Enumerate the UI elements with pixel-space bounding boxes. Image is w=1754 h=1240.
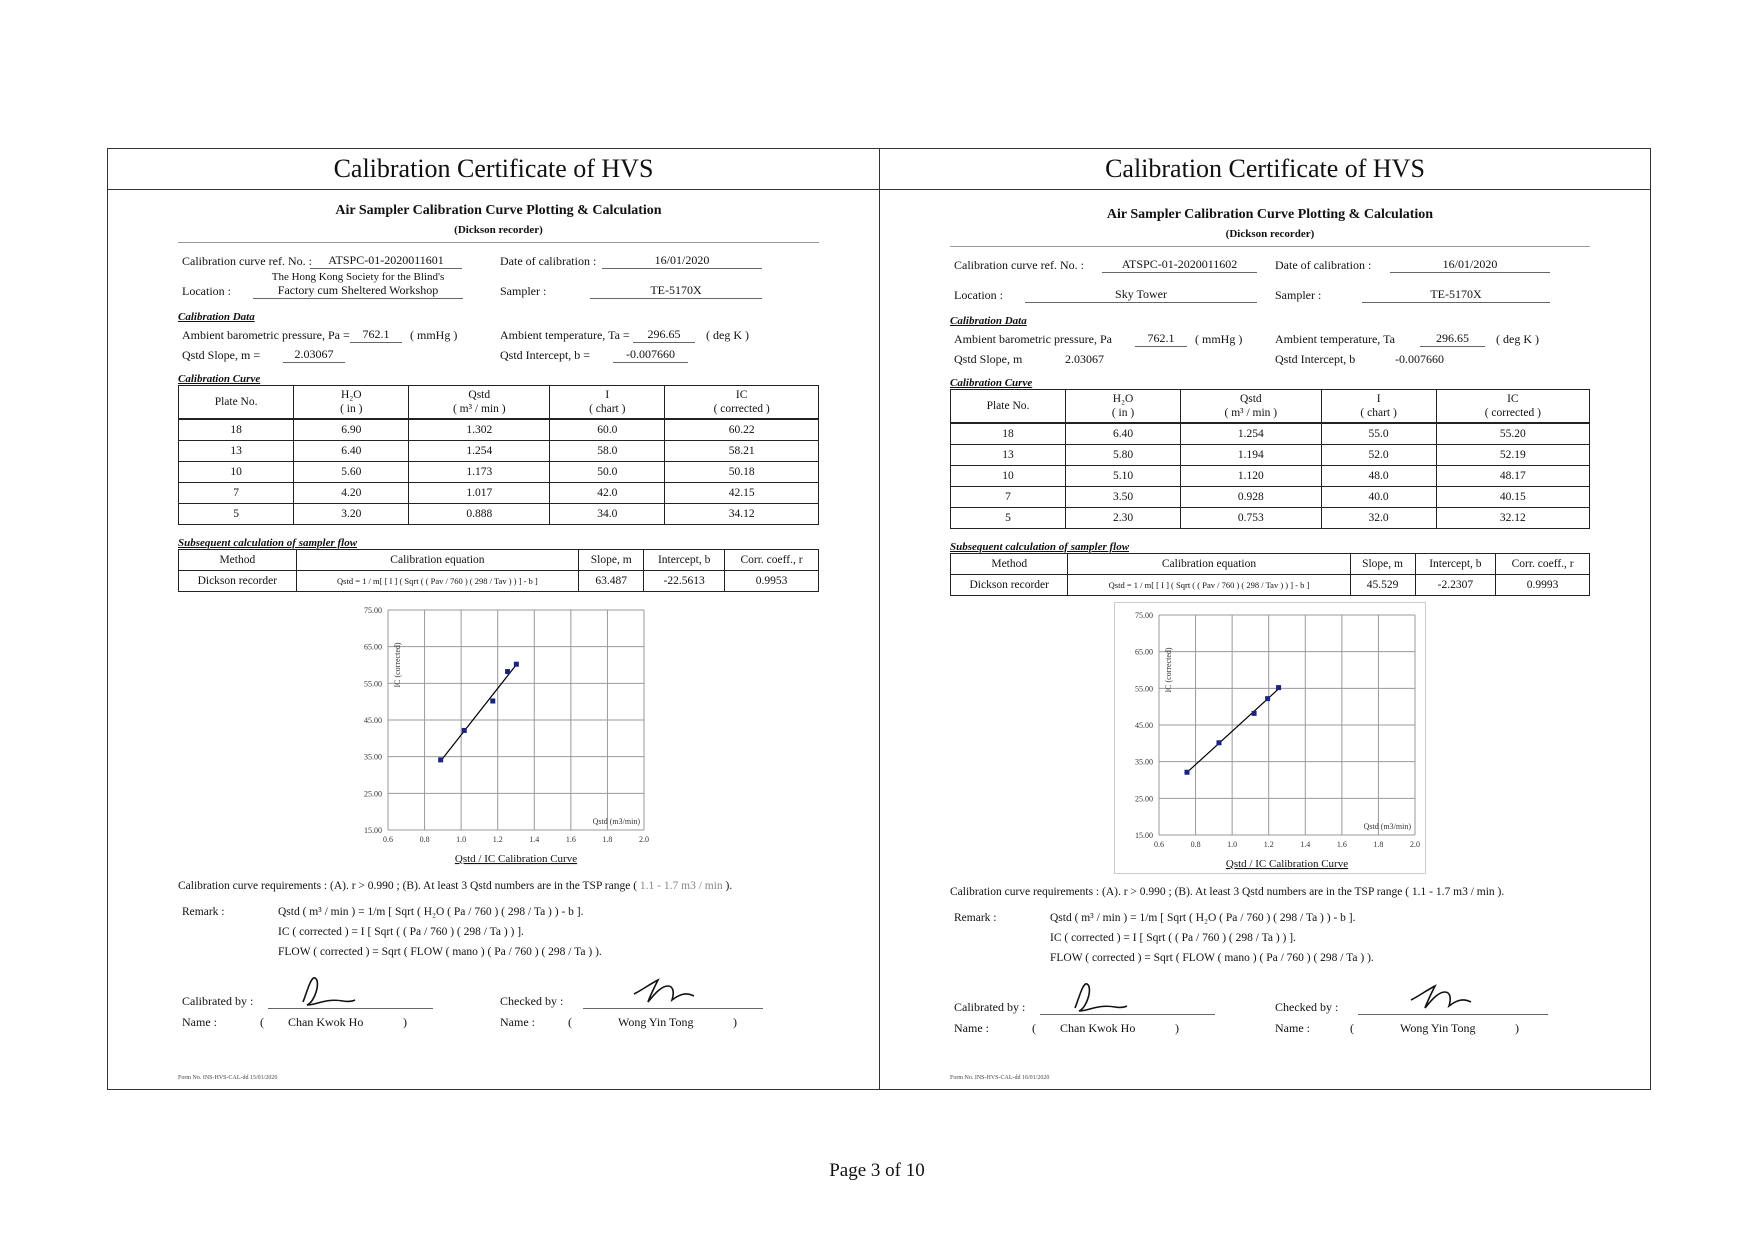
temperature-unit: ( deg K ) (1496, 332, 1539, 346)
ref-label: Calibration curve ref. No. : (954, 258, 1084, 272)
paren-open: ( (568, 1015, 572, 1029)
equation-value: Qstd = 1 / m[ [ I ] ( Sqrt ( ( Pav / 760 ) ( 298 / Tav ) ) ] - b ] (1068, 575, 1350, 596)
ic-value: 48.17 (1436, 466, 1589, 487)
h2o-value: 5.60 (294, 462, 409, 483)
remark-label: Remark : (954, 912, 997, 924)
table-row (951, 487, 1590, 508)
plate-no: 13 (179, 441, 294, 462)
data-point (461, 728, 466, 733)
ic-value: 32.12 (1436, 508, 1589, 529)
fit-line (1187, 689, 1279, 773)
corr-result: 0.9993 (1496, 575, 1590, 596)
y-tick-label: 45.00 (1135, 721, 1153, 730)
location-row (178, 271, 819, 301)
table-row (179, 419, 819, 441)
intercept-label: Qstd Intercept, b = (500, 348, 591, 362)
paren-close: ) (403, 1015, 407, 1029)
i-value: 60.0 (550, 419, 665, 441)
y-axis-label: IC (corrected) (392, 642, 402, 688)
x-tick-label: 1.2 (492, 835, 503, 844)
i-value: 58.0 (550, 441, 665, 462)
remark-line-1: Qstd ( m³ / min ) = 1/m [ Sqrt ( H₂O ( Pa / 760 ) ( 298 / Ta ) ) - b ]. (1050, 912, 1356, 924)
flow-table (950, 553, 1590, 596)
location-value: Sky Tower (1025, 287, 1257, 303)
subheading: (Dickson recorder) (1225, 228, 1315, 240)
tsp-range: 1.1 - 1.7 m3 / min (639, 880, 723, 892)
h2o-value: 6.40 (1066, 423, 1181, 445)
heading: Air Sampler Calibration Curve Plotting & Calculation (1106, 207, 1434, 222)
temperature-label: Ambient temperature, Ta (1275, 332, 1395, 346)
pressure-label: Ambient barometric pressure, Pa (954, 332, 1112, 346)
x-tick-label: 0.6 (382, 835, 393, 844)
location-label: Location : (954, 288, 1003, 302)
pressure-row (178, 325, 819, 345)
data-point (1216, 740, 1221, 745)
subsequent-calc-title: Subsequent calculation of sampler flow (178, 537, 358, 549)
table-body (179, 419, 819, 525)
plate-no: 5 (951, 508, 1066, 529)
signature-block (178, 990, 819, 1034)
name-label: Name : (500, 1015, 535, 1029)
calibrated-name: Chan Kwok Ho (1060, 1021, 1136, 1035)
plate-no: 7 (179, 483, 294, 504)
y-tick-label: 15.00 (1135, 831, 1153, 840)
intercept-value: -0.007660 (613, 347, 688, 363)
col-equation: Calibration equation (1068, 554, 1350, 575)
plate-no: 7 (951, 487, 1066, 508)
checked-by-label: Checked by : (1275, 1000, 1339, 1014)
col-i: I ( chart ) (1321, 390, 1436, 424)
col-equation: Calibration equation (296, 550, 579, 571)
pressure-row (950, 329, 1590, 349)
certificate-body (178, 203, 819, 1034)
plate-no: 18 (951, 423, 1066, 445)
x-tick-label: 1.0 (1227, 840, 1238, 849)
qstd-value: 1.254 (409, 441, 550, 462)
i-value: 34.0 (550, 504, 665, 525)
ic-value: 50.18 (665, 462, 819, 483)
ref-label: Calibration curve ref. No. : (182, 254, 312, 268)
pressure-value: 762.1 (1135, 331, 1187, 347)
checked-signature (1405, 982, 1485, 1016)
chart-svg (344, 598, 654, 868)
page-label: Page (829, 1160, 867, 1181)
paren-open: ( (1350, 1021, 1354, 1035)
i-value: 55.0 (1321, 423, 1436, 445)
sampler-value: TE-5170X (1362, 287, 1550, 303)
y-tick-label: 15.00 (363, 826, 382, 835)
chart-title: Qstd / IC Calibration Curve (454, 853, 577, 865)
x-tick-label: 1.8 (601, 835, 612, 844)
remark-line-3: FLOW ( corrected ) = Sqrt ( FLOW ( mano ) ( Pa / 760 ) ( 298 / Ta ) ). (278, 946, 602, 958)
y-tick-label: 75.00 (363, 606, 382, 615)
qstd-value: 1.017 (409, 483, 550, 504)
form-number: Form No. INS-HVS-CAL-dd 16/01/2020 (950, 1075, 1050, 1081)
location-line-1: The Hong Kong Society for the Blind's (271, 271, 445, 283)
calibrated-by-label: Calibrated by : (954, 1000, 1026, 1014)
calibrated-by-label: Calibrated by : (182, 994, 254, 1008)
col-intercept: Intercept, b (644, 550, 725, 571)
intercept-value: -0.007660 (1395, 352, 1444, 366)
remark-line-2: IC ( corrected ) = I [ Sqrt ( ( Pa / 760 ) ( 298 / Ta ) ) ]. (1050, 932, 1296, 944)
table-header-row (951, 554, 1590, 575)
remark-label: Remark : (182, 906, 225, 918)
col-method: Method (179, 550, 297, 571)
x-axis-label: Qstd (m3/min) (1363, 822, 1411, 831)
equation-value: Qstd = 1 / m[ [ I ] ( Sqrt ( ( Pav / 760 ) ( 298 / Tav ) ) ] - b ] (296, 571, 579, 592)
table-row (951, 423, 1590, 445)
calibration-chart (344, 598, 654, 868)
y-tick-label: 65.00 (1135, 647, 1153, 657)
certificate-left (108, 149, 879, 1089)
calibration-chart (1114, 602, 1426, 874)
y-tick-label: 55.00 (1135, 684, 1153, 694)
plate-no: 5 (179, 504, 294, 525)
ref-row (950, 255, 1590, 275)
paren-close: ) (1515, 1021, 1519, 1035)
i-value: 40.0 (1321, 487, 1436, 508)
certificate-title: Calibration Certificate of HVS (108, 149, 879, 190)
i-value: 50.0 (550, 462, 665, 483)
ic-value: 52.19 (1436, 445, 1589, 466)
name-label: Name : (1275, 1021, 1310, 1035)
sampler-label: Sampler : (1275, 288, 1322, 302)
ic-value: 42.15 (665, 483, 819, 504)
x-tick-label: 1.8 (1373, 840, 1384, 849)
intercept-label: Qstd Intercept, b (1275, 352, 1356, 366)
ic-value: 34.12 (665, 504, 819, 525)
name-label: Name : (182, 1015, 217, 1029)
y-tick-label: 65.00 (363, 642, 382, 652)
slope-value: 2.03067 (1065, 352, 1104, 366)
qstd-value: 1.194 (1181, 445, 1322, 466)
h2o-value: 6.90 (294, 419, 409, 441)
corr-result: 0.9953 (725, 571, 819, 592)
location-value: Factory cum Sheltered Workshop (253, 283, 463, 299)
date-value: 16/01/2020 (1390, 257, 1550, 273)
ic-value: 60.22 (665, 419, 819, 441)
x-tick-label: 1.6 (1336, 840, 1347, 849)
i-value: 32.0 (1321, 508, 1436, 529)
col-h2o: H₂O ( in ) (1066, 390, 1181, 424)
y-tick-label: 75.00 (1135, 611, 1153, 620)
col-ic: IC ( corrected ) (1436, 390, 1589, 424)
chart-title: Qstd / IC Calibration Curve (1225, 858, 1349, 870)
pressure-label: Ambient barometric pressure, Pa = (182, 328, 350, 342)
data-point (438, 757, 443, 762)
remark-block (950, 912, 1590, 974)
col-slope: Slope, m (1350, 554, 1415, 575)
sampler-value: TE-5170X (590, 283, 762, 299)
calibration-curve-title: Calibration Curve (950, 377, 1033, 389)
col-qstd: Qstd ( m³ / min ) (409, 386, 550, 420)
x-tick-label: 1.4 (528, 835, 539, 844)
ref-value: ATSPC-01-2020011602 (1102, 257, 1257, 273)
x-tick-label: 2.0 (1410, 840, 1420, 849)
col-method: Method (951, 554, 1068, 575)
divider (950, 246, 1590, 247)
qstd-value: 1.254 (1181, 423, 1322, 445)
page-current: 3 (870, 1160, 881, 1181)
col-plate: Plate No. (179, 386, 294, 420)
qstd-value: 1.302 (409, 419, 550, 441)
y-tick-label: 35.00 (363, 752, 382, 762)
table-row (951, 445, 1590, 466)
calibration-data-title: Calibration Data (950, 315, 1027, 327)
table-row (951, 466, 1590, 487)
data-point (1252, 711, 1257, 716)
x-tick-label: 0.6 (1154, 840, 1164, 849)
x-tick-label: 1.0 (455, 835, 466, 844)
qstd-value: 0.928 (1181, 487, 1322, 508)
data-point (1265, 696, 1270, 701)
plate-no: 13 (951, 445, 1066, 466)
temperature-value: 296.65 (1420, 331, 1485, 347)
ic-value: 40.15 (1436, 487, 1589, 508)
i-value: 48.0 (1321, 466, 1436, 487)
slope-result: 45.529 (1350, 575, 1415, 596)
col-i: I ( chart ) (550, 386, 665, 420)
col-corr: Corr. coeff., r (1496, 554, 1590, 575)
h2o-value: 5.80 (1066, 445, 1181, 466)
table-row (179, 504, 819, 525)
form-number: Form No. INS-HVS-CAL-dd 15/01/2020 (178, 1075, 278, 1081)
qstd-value: 0.888 (409, 504, 550, 525)
i-value: 42.0 (550, 483, 665, 504)
table-row (179, 441, 819, 462)
x-tick-label: 0.8 (419, 835, 430, 844)
qstd-value: 0.753 (1181, 508, 1322, 529)
intercept-result: -2.2307 (1415, 575, 1496, 596)
pressure-value: 762.1 (350, 327, 402, 343)
ref-row (178, 251, 819, 271)
subheading: (Dickson recorder) (454, 224, 543, 236)
plate-no: 18 (179, 419, 294, 441)
table-row (179, 462, 819, 483)
table-row (951, 575, 1590, 596)
ref-value: ATSPC-01-2020011601 (310, 253, 462, 269)
date-value: 16/01/2020 (602, 253, 762, 269)
h2o-value: 5.10 (1066, 466, 1181, 487)
method-value: Dickson recorder (179, 571, 297, 592)
col-h2o: H₂O ( in ) (294, 386, 409, 420)
paren-open: ( (260, 1015, 264, 1029)
table-header-row (179, 550, 819, 571)
intercept-result: -22.5613 (644, 571, 725, 592)
heading: Air Sampler Calibration Curve Plotting & Calculation (335, 203, 662, 218)
remark-line-3: FLOW ( corrected ) = Sqrt ( FLOW ( mano ) ( Pa / 760 ) ( 298 / Ta ) ). (1050, 952, 1374, 964)
chart-svg (1115, 603, 1425, 873)
i-value: 52.0 (1321, 445, 1436, 466)
y-tick-label: 35.00 (1135, 757, 1153, 767)
checked-signature (628, 976, 708, 1010)
slope-result: 63.487 (579, 571, 644, 592)
data-point (513, 662, 518, 667)
tsp-range: 1.1 - 1.7 m3 / min (1411, 886, 1495, 898)
col-plate: Plate No. (951, 390, 1066, 424)
remark-line-1: Qstd ( m³ / min ) = 1/m [ Sqrt ( H₂O ( Pa / 760 ) ( 298 / Ta ) ) - b ]. (278, 906, 584, 918)
data-point (505, 669, 510, 674)
subsequent-calc-title: Subsequent calculation of sampler flow (950, 541, 1130, 553)
remark-line-2: IC ( corrected ) = I [ Sqrt ( ( Pa / 760 ) ( 298 / Ta ) ) ]. (278, 926, 524, 938)
col-qstd: Qstd ( m³ / min ) (1181, 390, 1322, 424)
qstd-value: 1.120 (1181, 466, 1322, 487)
data-point (490, 699, 495, 704)
slope-row (178, 345, 819, 365)
col-intercept: Intercept, b (1415, 554, 1496, 575)
temperature-label: Ambient temperature, Ta = (500, 328, 630, 342)
pressure-unit: ( mmHg ) (1195, 332, 1243, 346)
pressure-unit: ( mmHg ) (410, 328, 458, 342)
h2o-value: 4.20 (294, 483, 409, 504)
requirements: Calibration curve requirements : (A). r > 0.990 ; (B). At least 3 Qstd numbers are in the TSP range ( 1.1 - 1.7 m3 / min ). (178, 880, 733, 892)
table-header-row (179, 386, 819, 420)
page-number (0, 1160, 1754, 1182)
remark-block (178, 906, 819, 968)
table-row (179, 483, 819, 504)
y-tick-label: 55.00 (363, 679, 382, 689)
name-label: Name : (954, 1021, 989, 1035)
y-tick-label: 45.00 (363, 716, 382, 725)
flow-table (178, 549, 819, 592)
calibration-curve-title: Calibration Curve (178, 373, 261, 385)
certificate-title: Calibration Certificate of HVS (880, 149, 1650, 190)
x-axis-label: Qstd (m3/min) (592, 817, 640, 826)
col-ic: IC ( corrected ) (665, 386, 819, 420)
table-header-row (951, 390, 1590, 424)
calibrated-name: Chan Kwok Ho (288, 1015, 364, 1029)
col-slope: Slope, m (579, 550, 644, 571)
slope-row (950, 349, 1590, 369)
x-tick-label: 0.8 (1190, 840, 1201, 849)
method-value: Dickson recorder (951, 575, 1068, 596)
date-label: Date of calibration : (1275, 258, 1372, 272)
location-row (950, 281, 1590, 305)
h2o-value: 6.40 (294, 441, 409, 462)
paren-open: ( (1032, 1021, 1036, 1035)
calibration-table (950, 389, 1590, 529)
checked-name: Wong Yin Tong (1400, 1021, 1476, 1035)
fit-line (440, 665, 516, 761)
slope-label: Qstd Slope, m (954, 352, 1023, 366)
checked-by-label: Checked by : (500, 994, 564, 1008)
calibration-data-title: Calibration Data (178, 311, 255, 323)
certificate-frame (107, 148, 1651, 1090)
x-tick-label: 2.0 (638, 835, 649, 844)
y-tick-label: 25.00 (363, 789, 382, 799)
table-row (179, 571, 819, 592)
x-tick-label: 1.6 (565, 835, 576, 844)
calibrated-signature (293, 972, 363, 1010)
x-tick-label: 1.2 (1263, 840, 1274, 849)
page-total: 10 (905, 1160, 925, 1181)
table-body (951, 423, 1590, 529)
location-label: Location : (182, 284, 231, 298)
y-tick-label: 25.00 (1135, 794, 1153, 804)
calibrated-signature (1065, 978, 1135, 1016)
date-label: Date of calibration : (500, 254, 597, 268)
h2o-value: 3.20 (294, 504, 409, 525)
y-axis-label: IC (corrected) (1164, 647, 1173, 693)
sampler-label: Sampler : (500, 284, 547, 298)
slope-label: Qstd Slope, m = (182, 348, 261, 362)
calibration-table (178, 385, 819, 525)
col-corr: Corr. coeff., r (725, 550, 819, 571)
plate-no: 10 (179, 462, 294, 483)
qstd-value: 1.173 (409, 462, 550, 483)
paren-close: ) (1175, 1021, 1179, 1035)
requirements: Calibration curve requirements : (A). r > 0.990 ; (B). At least 3 Qstd numbers are in the TSP range ( 1.1 - 1.7 m3 / min ). (950, 886, 1505, 898)
slope-value: 2.03067 (283, 347, 345, 363)
paren-close: ) (733, 1015, 737, 1029)
signature-block (950, 996, 1590, 1040)
table-row (951, 508, 1590, 529)
certificate-right (879, 149, 1650, 1089)
h2o-value: 3.50 (1066, 487, 1181, 508)
certificate-body (950, 207, 1590, 1040)
temperature-unit: ( deg K ) (706, 328, 749, 342)
ic-value: 55.20 (1436, 423, 1589, 445)
data-point (1184, 770, 1189, 775)
page-of: of (885, 1160, 901, 1181)
temperature-value: 296.65 (633, 327, 695, 343)
plate-no: 10 (951, 466, 1066, 487)
x-tick-label: 1.4 (1300, 840, 1311, 849)
checked-name: Wong Yin Tong (618, 1015, 694, 1029)
data-point (1276, 685, 1281, 690)
h2o-value: 2.30 (1066, 508, 1181, 529)
ic-value: 58.21 (665, 441, 819, 462)
divider (178, 242, 819, 243)
